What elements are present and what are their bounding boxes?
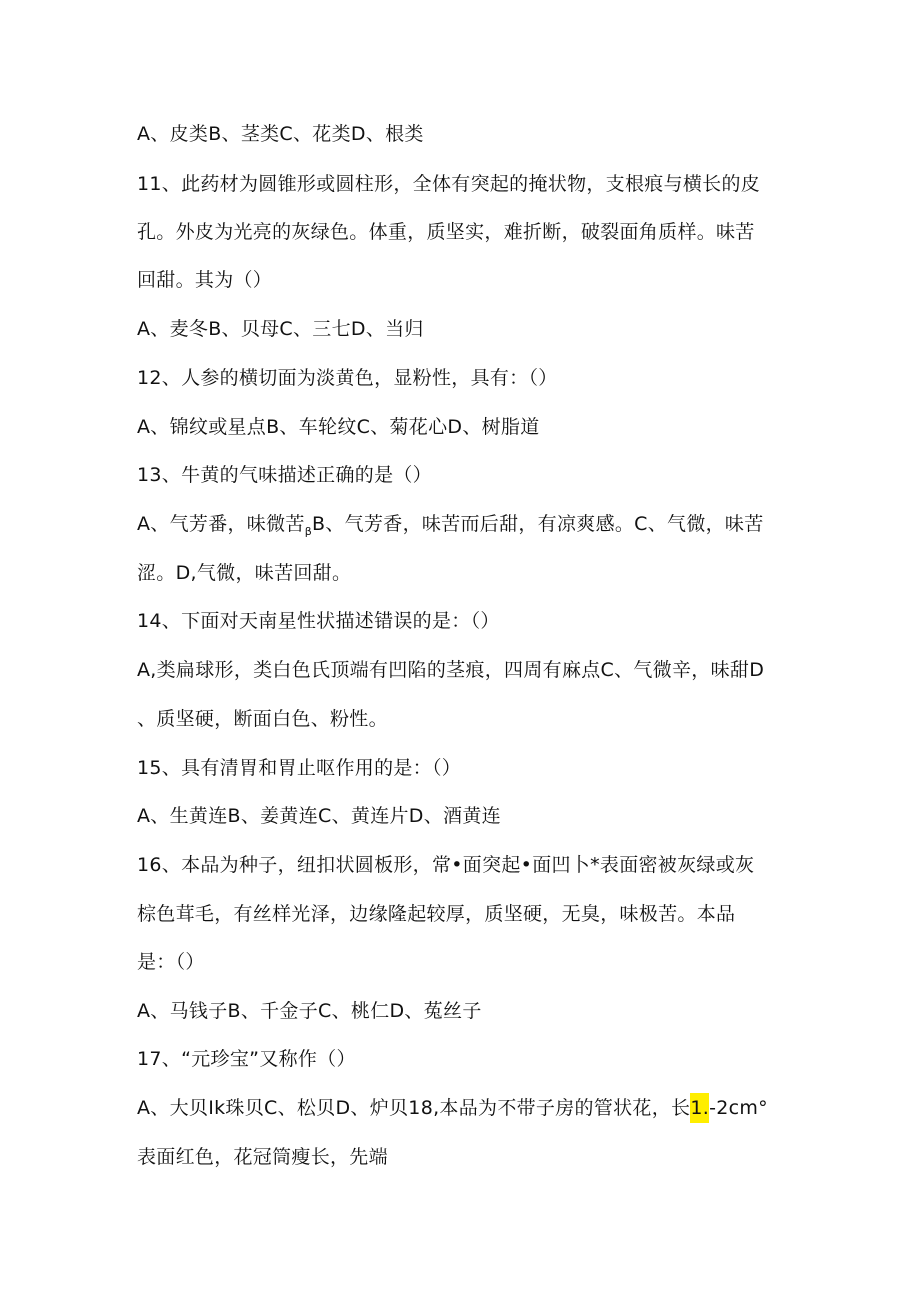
text-line: A、麦冬B、贝母C、三七D、当归 (137, 318, 424, 340)
q17-options-tail: -2cm° (709, 1097, 768, 1119)
text-line: A、皮类B、茎类C、花类D、根类 (137, 123, 424, 145)
text-line: 表面红色，花冠筒瘦长，先端 (137, 1146, 388, 1168)
text-line: 孔。外皮为光亮的灰绿色。体重，质坚实，难折断，破裂面角质样。味苦 (137, 221, 755, 243)
text-line: A、生黄连B、姜黄连C、黄连片D、酒黄连 (137, 805, 501, 827)
text-line: 11、此药材为圆锥形或圆柱形，全体有突起的掩状物，支根痕与横长的皮 (137, 173, 761, 195)
text-line: 回甜。其为（） (137, 269, 273, 291)
q13-subscript: β (304, 524, 313, 538)
text-line: 、质坚硬，断面白色、粉性。 (137, 708, 388, 730)
text-line: 13、牛黄的气味描述正确的是（） (137, 464, 432, 486)
q13-options-line (137, 510, 764, 546)
text-line: 16、本品为种子，纽扣状圆板形，常•面突起•面凹卜*表面密被灰绿或灰 (137, 854, 755, 876)
q13-option-rest: B、气芳香，味苦而后甜，有凉爽感。C、气微，味苦 (312, 513, 764, 535)
q13-option-a: A、气芳番，味微苦 (137, 513, 305, 535)
text-line: A,类扁球形，类白色氏顶端有凹陷的茎痕，四周有麻点C、气微辛，味甜D (137, 659, 765, 681)
text-line: 是：（） (137, 951, 205, 973)
text-line: 17、“元珍宝”又称作（） (137, 1048, 356, 1070)
text-line: 12、人参的横切面为淡黄色，显粉性，具有：（） (137, 367, 558, 389)
text-line: 涩。D,气微，味苦回甜。 (137, 562, 352, 584)
text-line: 14、下面对天南星性状描述错误的是：（） (137, 610, 500, 632)
text-line: 棕色茸毛，有丝样光泽，边缘隆起较厚，质坚硬，无臭，味极苦。本品 (137, 903, 736, 925)
text-line: A、马钱子B、千金子C、桃仁D、菟丝子 (137, 1000, 482, 1022)
text-line: 15、具有清胃和胃止呕作用的是：（） (137, 757, 462, 779)
q17-options-text: A、大贝Ik珠贝C、松贝D、炉贝18,本品为不带子房的管状花，长 (137, 1097, 691, 1119)
q17-options-line (137, 1094, 768, 1122)
highlighted-text: 1. (690, 1093, 709, 1123)
text-line: A、锦纹或星点B、车轮纹C、菊花心D、树脂道 (137, 416, 540, 438)
